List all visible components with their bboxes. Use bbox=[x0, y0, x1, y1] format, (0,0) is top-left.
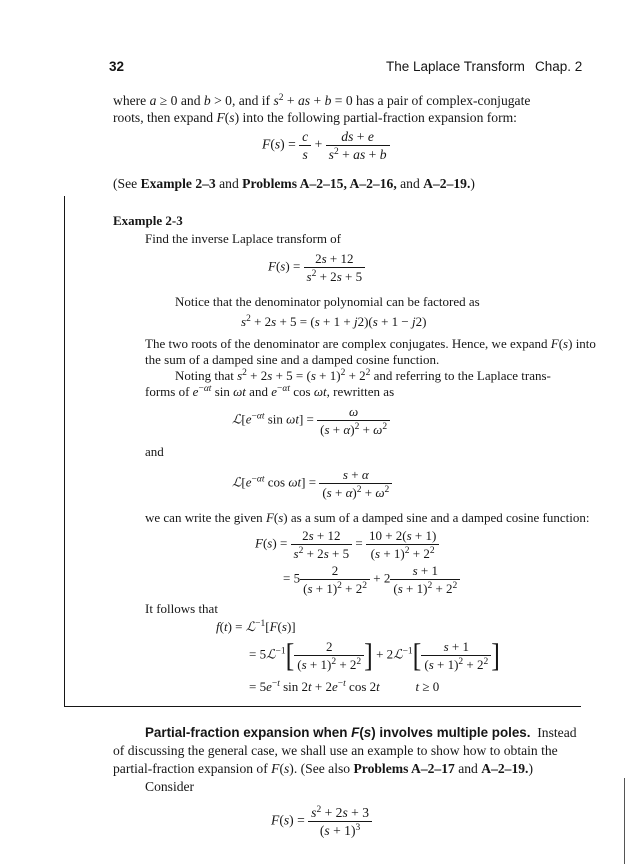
section-line-2: of discussing the general case, we shall use an example to show how to obtain the bbox=[113, 743, 558, 758]
equation-inverse-line-2: = 5ℒ$^{-1}$[ $\frac{2}{(s + 1)^2 + 2^2}$ ] + 2ℒ$^{-1}$[ $\frac{s + 1}{(s + 1)^2 + 2^2}$ ] bbox=[249, 636, 500, 673]
example-left-rule bbox=[64, 196, 65, 706]
it-follows-line: It follows that bbox=[145, 601, 218, 616]
equation-inverse-result: = $5e^{-t}$ $\sin 2t + 2e^{-t}$ cos 2t t ≥ 0 bbox=[249, 679, 440, 694]
we-can-write-line: we can write the given F(s) as a sum of a damped sine and a damped cosine function: bbox=[145, 510, 590, 525]
running-chapter-title: The Laplace Transform bbox=[386, 59, 525, 74]
example-bottom-rule bbox=[64, 706, 581, 707]
conjugate-line-2: the sum of a damped sine and a damped cosine function. bbox=[145, 352, 440, 367]
section-line-3: partial-fraction expansion of F(s). (See also Problems A–2–17 and A–2–19.) bbox=[113, 761, 533, 776]
intro-line-1: where a ≥ 0 and b > 0, and if $s^2$ + as + b = 0 has a pair of complex-conjugate bbox=[113, 93, 531, 108]
example-title: Example 2-3 bbox=[113, 213, 183, 228]
equation-factored: $s^2 + 2s + 5 = (s + 1 + j2)(s + 1 - j2)$ bbox=[241, 314, 427, 329]
equation-sum-step-2: = 5 $\frac{2}{(s + 1)^2 + 2^2}$ + 2 $\frac{s + 1}{(s + 1)^2 + 2^2}$ bbox=[283, 562, 460, 597]
equation-laplace-cosine: $ℒ[e^{-\alpha t}$ cos ωt] = $\frac{s + \alpha}{(s + \alpha)^2 + \omega^2}$ bbox=[232, 466, 392, 501]
factor-note: Notice that the denominator polynomial can be factored as bbox=[175, 294, 480, 309]
equation-laplace-sine: $ℒ[e^{-\alpha t}$ sin ωt] = $\frac{\omega}{(s + \alpha)^2 + \omega^2}$ bbox=[232, 403, 390, 438]
intro-line-2: roots, then expand F(s) into the following partial-fraction expansion form: bbox=[113, 110, 517, 125]
running-chapter-label: Chap. 2 bbox=[535, 59, 583, 74]
page-number: 32 bbox=[109, 59, 125, 74]
scan-edge-line bbox=[624, 778, 625, 864]
section-line-1: Partial-fraction expansion when F(s) involves multiple poles. Instead bbox=[145, 725, 577, 740]
equation-partial-fraction-form: F(s) = $\frac{c}{s}$ + $\frac{ds + e}{s^2 + as + b}$ bbox=[262, 128, 390, 163]
noting-line-2: forms of $e^{-\alpha t}$ sin ωt and $e^{-\alpha t}$ cos ωt, rewritten as bbox=[145, 384, 395, 399]
conjugate-line-1: The two roots of the denominator are complex conjugates. Hence, we expand F(s) into bbox=[145, 336, 596, 351]
equation-F-of-s: F(s) = $\frac{2s + 12}{s^2 + 2s + 5}$ bbox=[268, 250, 365, 285]
consider-word: Consider bbox=[145, 779, 195, 794]
see-also-line: (See Example 2–3 and Problems A–2–15, A–2–16, and A–2–19.) bbox=[113, 176, 475, 191]
equation-sum-step-1: F(s) = $\frac{2s + 12}{s^2 + 2s + 5}$ = $\frac{10 + 2(s + 1)}{(s + 1)^2 + 2^2}$ bbox=[255, 527, 439, 562]
example-task: Find the inverse Laplace transform of bbox=[145, 231, 342, 246]
equation-inverse-line-1: f(t) = ℒ$^{-1}$[F(s)] bbox=[216, 619, 296, 634]
and-word: and bbox=[145, 444, 164, 459]
equation-multiple-poles: F(s) = $\frac{s^2 + 2s + 3}{(s + 1)^3}$ bbox=[271, 804, 372, 839]
noting-line-1: Noting that $s^2 + 2s + 5 = (s + 1)^2 + 2^2$ and referring to the Laplace trans- bbox=[175, 368, 551, 383]
